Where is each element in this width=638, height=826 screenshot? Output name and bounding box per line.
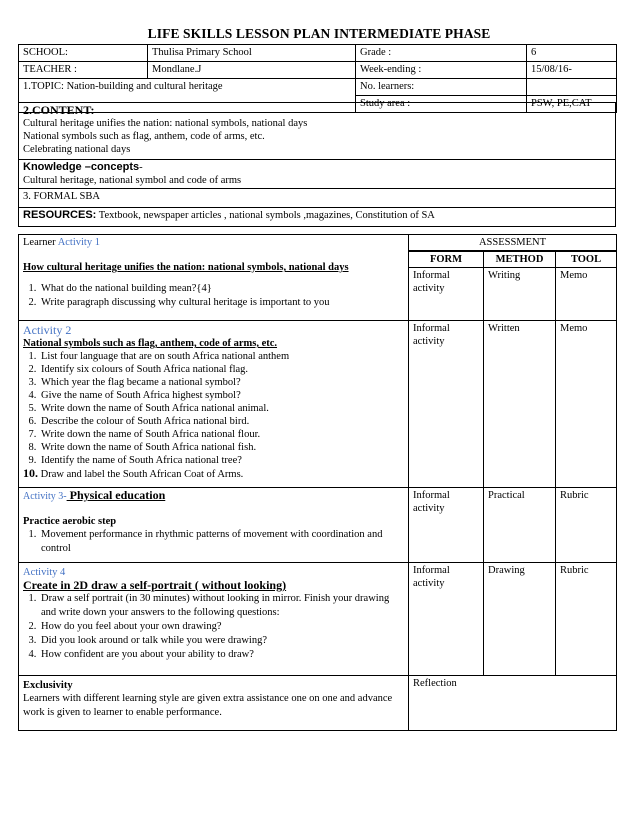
activity2-list <box>23 350 404 467</box>
week-label: Week-ending : <box>356 62 527 79</box>
activity4-list <box>23 592 404 662</box>
content-line: National symbols such as flag, anthem, code of arms, etc. <box>23 131 265 142</box>
list-item: 2. Write paragraph discussing why cultural heritage is important to you <box>39 296 404 310</box>
document-title: LIFE SKILLS LESSON PLAN INTERMEDIATE PHASE <box>147 26 491 41</box>
list-item: 3. Which year the flag became a national symbol? <box>39 376 404 389</box>
knowledge-heading: Knowledge –concepts <box>23 161 140 173</box>
activity3-label: Activity 3- <box>23 491 67 502</box>
reflection: Reflection <box>409 676 617 731</box>
assessment1-form <box>409 251 484 321</box>
table-row <box>19 45 617 62</box>
knowledge-dash: - <box>139 162 143 173</box>
list-item: 5. Write down the name of South Africa national animal. <box>39 402 404 415</box>
exclusivity-cell <box>19 676 409 731</box>
list-item: 2. Identify six colours of South Africa national flag. <box>39 363 404 376</box>
list-item: 4. Give the name of South Africa highest symbol? <box>39 389 404 402</box>
table-row <box>19 208 616 227</box>
formal-sba: 3. FORMAL SBA <box>19 189 616 208</box>
table-row <box>19 321 617 488</box>
table-row <box>19 189 616 208</box>
school-value: Thulisa Primary School <box>148 45 356 62</box>
table-row <box>19 235 617 251</box>
list-item: 9. Identify the name of South Africa national tree? <box>39 454 404 467</box>
activity3-cell <box>19 488 409 563</box>
list-item: 7. Write down the name of South Africa national flour. <box>39 428 404 441</box>
activity1-list <box>23 282 404 310</box>
resources-label: RESOURCES: <box>23 209 97 221</box>
content-cell <box>19 103 616 160</box>
list-item: 1. Movement performance in rhythmic patterns of movement with coordination and control <box>39 528 404 556</box>
activity4-title: Create in 2D draw a self-portrait ( without looking) <box>23 578 287 592</box>
form-value: Informal activity <box>413 270 450 294</box>
list-item: 1. Draw a self portrait (in 30 minutes) without looking in mirror. Finish your drawing and write down your answers to the following questions: <box>39 592 404 620</box>
table-row <box>19 79 617 96</box>
list-item: 1. List four language that are on south Africa national anthem <box>39 350 404 363</box>
knowledge-cell <box>19 160 616 189</box>
activity1-cell <box>19 235 409 321</box>
table-row <box>19 160 616 189</box>
tool-value: Memo <box>560 270 588 281</box>
content-line: Cultural heritage unifies the nation: national symbols, national days <box>23 118 308 129</box>
assessment1-method <box>484 251 556 321</box>
table-row <box>19 488 617 563</box>
content-table <box>18 102 616 227</box>
activity2-title: National symbols such as flag, anthem, code of arms, etc. <box>23 338 278 349</box>
table-row <box>19 62 617 79</box>
learners-value <box>527 79 617 96</box>
item10-text: Draw and label the South African Coat of Arms. <box>38 469 244 480</box>
learners-label: No. learners: <box>356 79 527 96</box>
teacher-label: TEACHER : <box>19 62 148 79</box>
week-value: 15/08/16- <box>527 62 617 79</box>
list-item: 6. Describe the colour of South Africa national bird. <box>39 415 404 428</box>
list-item: 2. How do you feel about your own drawing? <box>39 620 404 634</box>
topic: 1.TOPIC: Nation-building and cultural heritage <box>19 79 356 113</box>
activity2-tool: Memo <box>556 321 617 488</box>
exclusivity-text: Learners with different learning style are given extra assistance one on one and advance work is given to learner to enable performance. <box>23 693 393 718</box>
teacher-value: Mondlane.J <box>148 62 356 79</box>
activity3-tool: Rubric <box>556 488 617 563</box>
resources-text: Textbook, newspaper articles , national symbols ,magazines, Constitution of SA <box>96 210 435 221</box>
activity1-title: How cultural heritage unifies the nation: national symbols, national days <box>23 262 349 273</box>
list-item: 8. Write down the name of South Africa national fish. <box>39 441 404 454</box>
school-label: SCHOOL: <box>19 45 148 62</box>
activity2-cell <box>19 321 409 488</box>
assessment-heading: ASSESSMENT <box>409 235 617 251</box>
table-row <box>19 676 617 731</box>
activity1-label: Activity 1 <box>57 237 100 248</box>
activity2-label: Activity 2 <box>23 323 72 337</box>
list-item: 1. What do the national building mean?{4} <box>39 282 404 296</box>
table-row <box>19 103 616 160</box>
knowledge-text: Cultural heritage, national symbol and code of arms <box>23 175 242 186</box>
study-label: Study area : <box>356 96 527 113</box>
col-method: METHOD <box>484 251 555 268</box>
grade-label: Grade : <box>356 45 527 62</box>
activity3-subtitle: Practice aerobic step <box>23 516 117 527</box>
activity2-method: Written <box>484 321 556 488</box>
exclusivity-heading: Exclusivity <box>23 680 73 691</box>
activity4-cell <box>19 563 409 676</box>
activity3-method: Practical <box>484 488 556 563</box>
study-value: PSW, PE,CAT <box>527 96 617 113</box>
activity3-form: Informal activity <box>409 488 484 563</box>
activity4-label: Activity 4 <box>23 567 66 578</box>
table-row <box>19 563 617 676</box>
activity3-list <box>23 528 404 556</box>
activity4-tool: Rubric <box>556 563 617 676</box>
grade-value: 6 <box>527 45 617 62</box>
activity3-title: Physical education <box>66 488 166 502</box>
content-line: Celebrating national days <box>23 144 131 155</box>
activity2-form: Informal activity <box>409 321 484 488</box>
activity1-prefix: Learner <box>23 237 58 248</box>
item10-number: 10. <box>23 466 38 480</box>
method-value: Writing <box>488 270 521 281</box>
resources-cell <box>19 208 616 227</box>
content-heading: 2.CONTENT: <box>23 103 95 117</box>
activity4-method: Drawing <box>484 563 556 676</box>
list-item: 4. How confident are you about your ability to draw? <box>39 648 404 662</box>
activities-table <box>18 234 617 731</box>
col-form: FORM <box>409 251 483 268</box>
assessment1-tool <box>556 251 617 321</box>
activity4-form: Informal activity <box>409 563 484 676</box>
col-tool: TOOL <box>556 251 616 268</box>
list-item: 3. Did you look around or talk while you were drawing? <box>39 634 404 648</box>
